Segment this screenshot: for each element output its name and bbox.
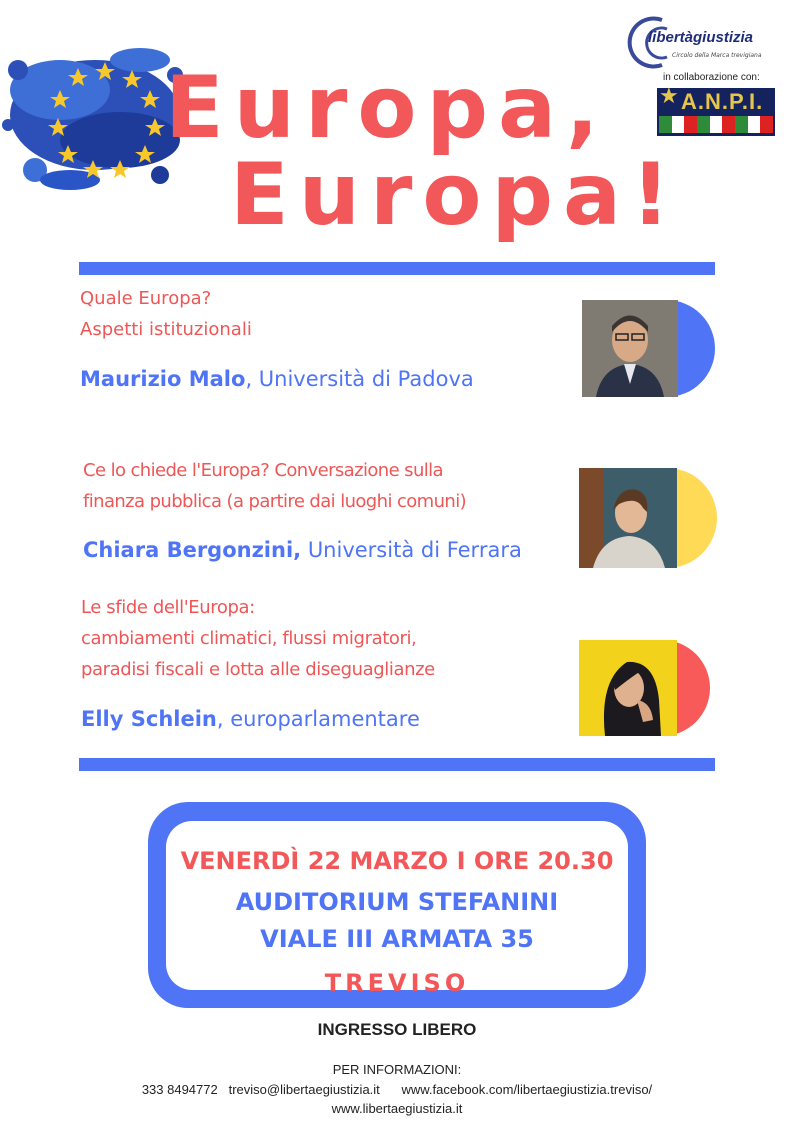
title-line-2: Europa! bbox=[230, 145, 681, 245]
anpi-tricolor bbox=[659, 116, 773, 133]
speaker-affiliation: Università di Ferrara bbox=[301, 538, 522, 562]
talk-1-topic-line-1: Quale Europa? bbox=[80, 288, 212, 309]
anpi-logo bbox=[657, 84, 775, 136]
speaker-name: Maurizio Malo bbox=[80, 367, 246, 391]
event-venue: AUDITORIUM STEFANINI bbox=[235, 888, 559, 916]
event-address: VIALE III ARMATA 35 bbox=[260, 925, 534, 953]
talk-2-topic-line-2: finanza pubblica (a partire dai luoghi comuni) bbox=[83, 491, 467, 512]
talk-2-topic-line-1: Ce lo chiede l'Europa? Conversazione sulla bbox=[83, 460, 443, 481]
speaker-affiliation: , europarlamentare bbox=[216, 707, 420, 731]
talk-3-speaker bbox=[81, 707, 420, 731]
speaker-photo-chiara-bergonzini bbox=[579, 468, 677, 568]
talk-2-topic bbox=[83, 455, 466, 517]
talk-1-speaker bbox=[80, 367, 474, 391]
email-link[interactable]: treviso@libertaegiustizia.it bbox=[228, 1082, 380, 1097]
contact-line bbox=[0, 1082, 794, 1097]
speaker-photo-maurizio-malo bbox=[582, 300, 678, 397]
event-box-inner bbox=[166, 821, 628, 997]
logo-name: libertàgiustizia bbox=[648, 29, 754, 46]
talk-1-topic bbox=[80, 283, 252, 345]
logo-subtitle: Circolo della Marca trevigiana bbox=[672, 52, 762, 59]
speaker-photo-elly-schlein bbox=[579, 640, 677, 736]
phone: 333 8494772 bbox=[141, 1082, 218, 1097]
free-entry: INGRESSO LIBERO bbox=[317, 1020, 477, 1039]
info-label: PER INFORMAZIONI: bbox=[332, 1062, 462, 1077]
talk-3-topic-line-1: Le sfide dell'Europa: bbox=[81, 597, 255, 618]
libertagiustizia-logo bbox=[622, 15, 782, 70]
collaboration-label: in collaborazione con: bbox=[663, 72, 760, 83]
title-line-1: Europa, bbox=[165, 58, 609, 158]
event-city: TREVISO bbox=[324, 969, 470, 997]
star-icon: ★ bbox=[659, 84, 679, 109]
website-link[interactable]: www.libertaegiustizia.it bbox=[331, 1101, 463, 1116]
speaker-name: Chiara Bergonzini, bbox=[83, 538, 302, 562]
talk-3-topic-line-2: cambiamenti climatici, flussi migratori, bbox=[81, 628, 417, 649]
event-box bbox=[148, 802, 646, 1008]
talk-3-topic bbox=[81, 592, 435, 685]
talk-3-topic-line-3: paradisi fiscali e lotta alle diseguaglianze bbox=[81, 659, 435, 680]
speaker-affiliation: , Università di Padova bbox=[245, 367, 474, 391]
facebook-link[interactable]: www.facebook.com/libertaegiustizia.treviso/ bbox=[401, 1082, 653, 1097]
talk-1-topic-line-2: Aspetti istituzionali bbox=[80, 319, 252, 340]
speaker-name: Elly Schlein bbox=[81, 707, 217, 731]
top-divider bbox=[79, 262, 715, 275]
event-date: VENERDÌ 22 MARZO I ORE 20.30 bbox=[180, 847, 614, 875]
talk-2-speaker bbox=[83, 538, 522, 562]
anpi-text: A.N.P.I. bbox=[681, 89, 764, 114]
bottom-divider bbox=[79, 758, 715, 771]
